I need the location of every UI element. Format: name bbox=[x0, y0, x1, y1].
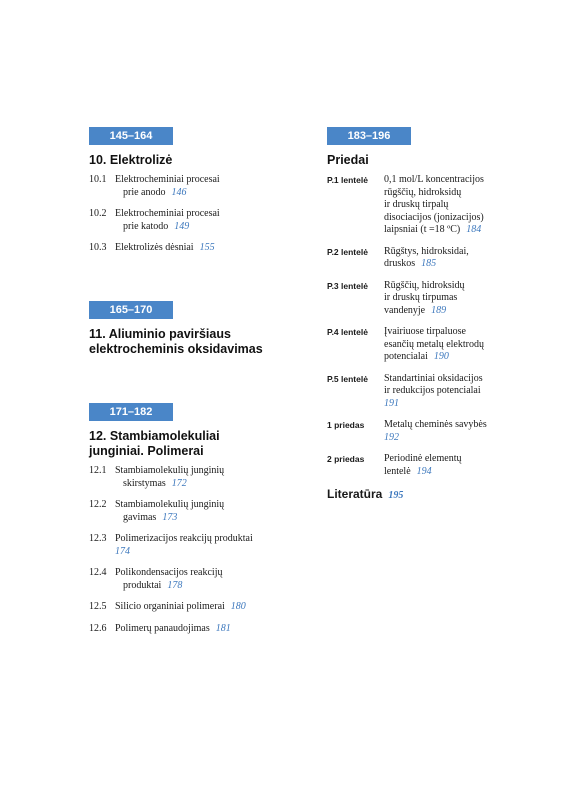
entry-number: 12.6 bbox=[89, 622, 107, 634]
appendix-line: laipsniai (t =18 ºC) bbox=[384, 224, 461, 235]
appendix-line: Metalų cheminės savybės bbox=[384, 419, 487, 430]
section-title bbox=[89, 429, 299, 459]
section-title: 10. Elektrolizė bbox=[89, 153, 173, 167]
appendix-entry[interactable] bbox=[327, 373, 537, 411]
page-range-badge: 171–182 bbox=[89, 403, 173, 421]
toc-entry[interactable] bbox=[89, 623, 299, 636]
section-title bbox=[89, 327, 299, 357]
entry-number: 12.1 bbox=[89, 465, 107, 476]
appendix-page-link[interactable]: 184 bbox=[466, 224, 482, 235]
toc-entry[interactable] bbox=[89, 174, 299, 199]
page-range-badge: 145–164 bbox=[89, 127, 173, 145]
toc-entry[interactable] bbox=[89, 208, 299, 233]
right-column bbox=[327, 126, 537, 501]
appendix-line: potencialai bbox=[384, 351, 428, 362]
literature-entry[interactable] bbox=[327, 487, 537, 501]
section-title: Priedai bbox=[327, 153, 369, 167]
appendix-line: disociacijos (jonizacijos) bbox=[384, 211, 484, 223]
entry-number: 10.3 bbox=[89, 242, 107, 253]
section-11 bbox=[89, 300, 299, 363]
section-10 bbox=[89, 126, 299, 264]
toc-entry[interactable] bbox=[89, 465, 299, 490]
page-range-badge: 183–196 bbox=[327, 127, 411, 145]
entry-title-cont: produktai bbox=[123, 579, 162, 591]
appendix-line: Rūgščių, hidroksidų bbox=[384, 279, 465, 291]
appendix-label: P.4 lentelė bbox=[327, 327, 368, 337]
appendix-page-link[interactable]: 190 bbox=[433, 351, 449, 362]
toc-entry[interactable] bbox=[89, 533, 299, 558]
appendix-entry[interactable] bbox=[327, 246, 537, 271]
section-title-line-1: 11. Aliuminio paviršiaus bbox=[89, 327, 231, 341]
entry-title: Elektrocheminiai procesai bbox=[115, 208, 220, 219]
literature-page-link[interactable]: 195 bbox=[388, 490, 404, 501]
appendix-entry[interactable] bbox=[327, 174, 537, 237]
literature-label: Literatūra bbox=[327, 487, 383, 501]
entry-number: 10.2 bbox=[89, 208, 107, 219]
appendix-line: Rūgštys, hidroksidai, bbox=[384, 245, 469, 257]
appendix-line: ir druskų tirpumas bbox=[384, 292, 458, 303]
appendix-page-link[interactable]: 185 bbox=[421, 258, 437, 269]
entry-title-cont: prie katodo bbox=[123, 220, 169, 232]
entry-number: 12.5 bbox=[89, 601, 107, 612]
entry-number: 12.3 bbox=[89, 533, 107, 544]
appendix-entry[interactable] bbox=[327, 280, 537, 318]
section-title-line-1: 12. Stambiamolekuliai bbox=[89, 429, 220, 443]
entry-page-link[interactable]: 178 bbox=[167, 579, 183, 591]
appendix-line: Periodinė elementų bbox=[384, 453, 462, 464]
appendix-line: ir druskų tirpalų bbox=[384, 199, 449, 210]
entry-title: Elektrocheminiai procesai bbox=[115, 174, 220, 185]
appendix-entry[interactable] bbox=[327, 326, 537, 364]
page-range-badge: 165–170 bbox=[89, 301, 173, 319]
appendix-entry[interactable] bbox=[327, 419, 537, 444]
section-title-line-2: junginiai. Polimerai bbox=[89, 444, 204, 458]
entry-page-link[interactable]: 173 bbox=[162, 511, 178, 523]
appendix-line: esančių metalų elektrodų bbox=[384, 338, 484, 350]
entry-page-link[interactable]: 181 bbox=[215, 622, 231, 634]
entry-page-link[interactable]: 146 bbox=[171, 186, 187, 198]
entry-title-cont: prie anodo bbox=[123, 186, 166, 198]
appendix-label: P.5 lentelė bbox=[327, 373, 368, 384]
appendix-line: 0,1 mol/L koncentracijos bbox=[384, 174, 484, 185]
entry-number: 12.4 bbox=[89, 567, 107, 578]
appendix-line: ir redukcijos potencialai bbox=[384, 385, 481, 396]
appendix-page-link[interactable]: 189 bbox=[431, 304, 447, 316]
entry-title-cont: skirstymas bbox=[123, 477, 166, 489]
appendix-page-link[interactable]: 192 bbox=[384, 431, 399, 443]
appendix-line: rūgščių, hidroksidų bbox=[384, 186, 462, 198]
entry-page-link[interactable]: 155 bbox=[199, 242, 215, 253]
entry-title: Polimerizacijos reakcijų produktai bbox=[115, 533, 253, 544]
appendix-label: 2 priedas bbox=[327, 454, 365, 464]
appendix-line: Įvairiuose tirpaluose bbox=[384, 326, 466, 337]
entry-title: Stambiamolekulių junginių bbox=[115, 499, 225, 510]
toc-entry[interactable] bbox=[89, 499, 299, 524]
appendix-line: vandenyje bbox=[384, 304, 426, 316]
appendix-page-link[interactable]: 191 bbox=[384, 397, 399, 409]
appendix-entry[interactable] bbox=[327, 453, 537, 478]
entry-page-link[interactable]: 172 bbox=[171, 477, 187, 489]
appendix-label: P.1 lentelė bbox=[327, 175, 368, 185]
appendix-line: lentelė bbox=[384, 465, 411, 477]
entry-page-link[interactable]: 149 bbox=[174, 220, 190, 232]
entry-title: Polimerų panaudojimas bbox=[115, 622, 210, 634]
entry-title: Silicio organiniai polimerai bbox=[115, 601, 225, 612]
toc-entry[interactable] bbox=[89, 567, 299, 592]
section-title-line-2: elektrocheminis oksidavimas bbox=[89, 342, 263, 356]
toc-entry[interactable] bbox=[89, 242, 299, 255]
appendix-line: druskos bbox=[384, 258, 416, 269]
entry-page-link[interactable]: 180 bbox=[230, 601, 246, 612]
entry-title: Stambiamolekulių junginių bbox=[115, 465, 225, 476]
appendix-page-link[interactable]: 194 bbox=[416, 465, 432, 477]
entry-page-link[interactable]: 174 bbox=[115, 545, 130, 557]
toc-entry[interactable] bbox=[89, 601, 299, 614]
entry-number: 12.2 bbox=[89, 499, 107, 510]
appendix-label: P.3 lentelė bbox=[327, 280, 368, 291]
entry-title: Polikondensacijos reakcijų bbox=[115, 567, 223, 578]
appendix-label: 1 priedas bbox=[327, 420, 365, 430]
entry-title: Elektrolizės dėsniai bbox=[115, 242, 194, 253]
section-12 bbox=[89, 402, 299, 644]
entry-title-cont: gavimas bbox=[123, 511, 157, 523]
entry-number: 10.1 bbox=[89, 174, 107, 185]
appendix-label: P.2 lentelė bbox=[327, 246, 368, 257]
appendix-line: Standartiniai oksidacijos bbox=[384, 372, 483, 384]
